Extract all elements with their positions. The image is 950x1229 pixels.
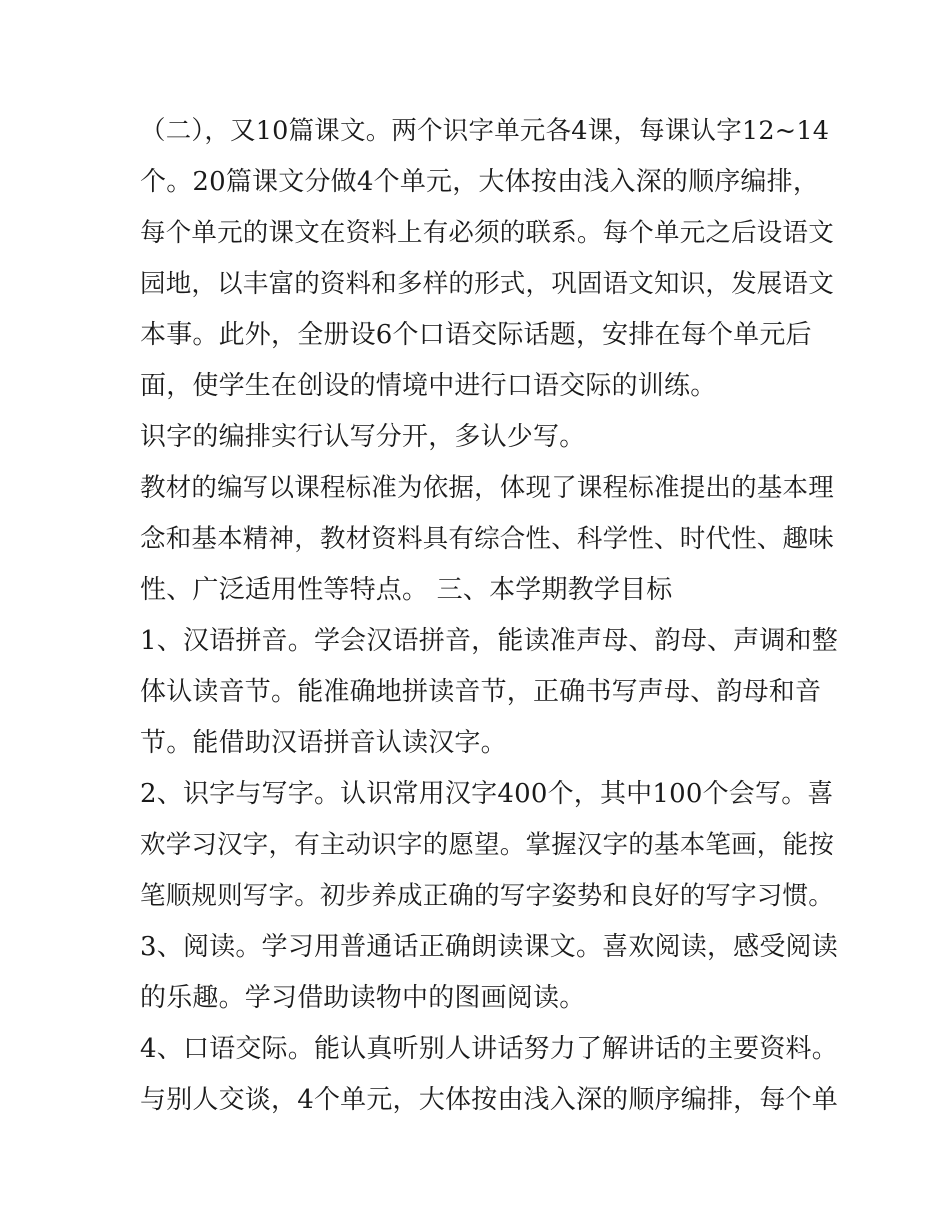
text-line: 本事。此外，全册设6个口语交际话题，安排在每个单元后 [140,320,812,350]
text-line: 体认读音节。能准确地拼读音节，正确书写声母、韵母和音 [140,677,822,707]
text-line: 园地，以丰富的资料和多样的形式，巩固语文知识，发展语文 [140,269,834,299]
text-line: 笔顺规则写字。初步养成正确的写字姿势和良好的写字习惯。 [140,881,834,911]
text-line: （二），又10篇课文。两个识字单元各4课，每课认字12~14 [140,116,830,146]
text-line: 1、汉语拼音。学会汉语拼音，能读准声母、韵母、声调和整 [140,626,838,656]
document-body [140,106,840,1126]
text-line: 识字的编排实行认写分开，多认少写。 [140,422,586,452]
text-line: 欢学习汉字，有主动识字的愿望。掌握汉字的基本笔画，能按 [140,830,834,860]
text-line: 性、广泛适用性等特点。 三、本学期教学目标 [140,575,673,605]
text-line: 每个单元的课文在资料上有必须的联系。每个单元之后设语文 [140,218,834,248]
text-line: 2、识字与写字。认识常用汉字400个，其中100个会写。喜 [140,779,834,809]
text-line: 个。20篇课文分做4个单元，大体按由浅入深的顺序编排， [140,167,820,197]
text-line: 节。能借助汉语拼音认读汉字。 [140,728,507,758]
text-line: 教材的编写以课程标准为依据，体现了课程标准提出的基本理 [140,473,834,503]
text-line: 念和基本精神，教材资料具有综合性、科学性、时代性、趣味 [140,524,834,554]
text-line: 4、口语交际。能认真听别人讲话努力了解讲话的主要资料。 [140,1034,838,1064]
text-line: 的乐趣。学习借助读物中的图画阅读。 [140,983,586,1013]
text-line: 与别人交谈，4个单元，大体按由浅入深的顺序编排，每个单 [140,1085,838,1115]
text-line: 3、阅读。学习用普通话正确朗读课文。喜欢阅读，感受阅读 [140,932,838,962]
text-line: 面，使学生在创设的情境中进行口语交际的训练。 [140,371,717,401]
